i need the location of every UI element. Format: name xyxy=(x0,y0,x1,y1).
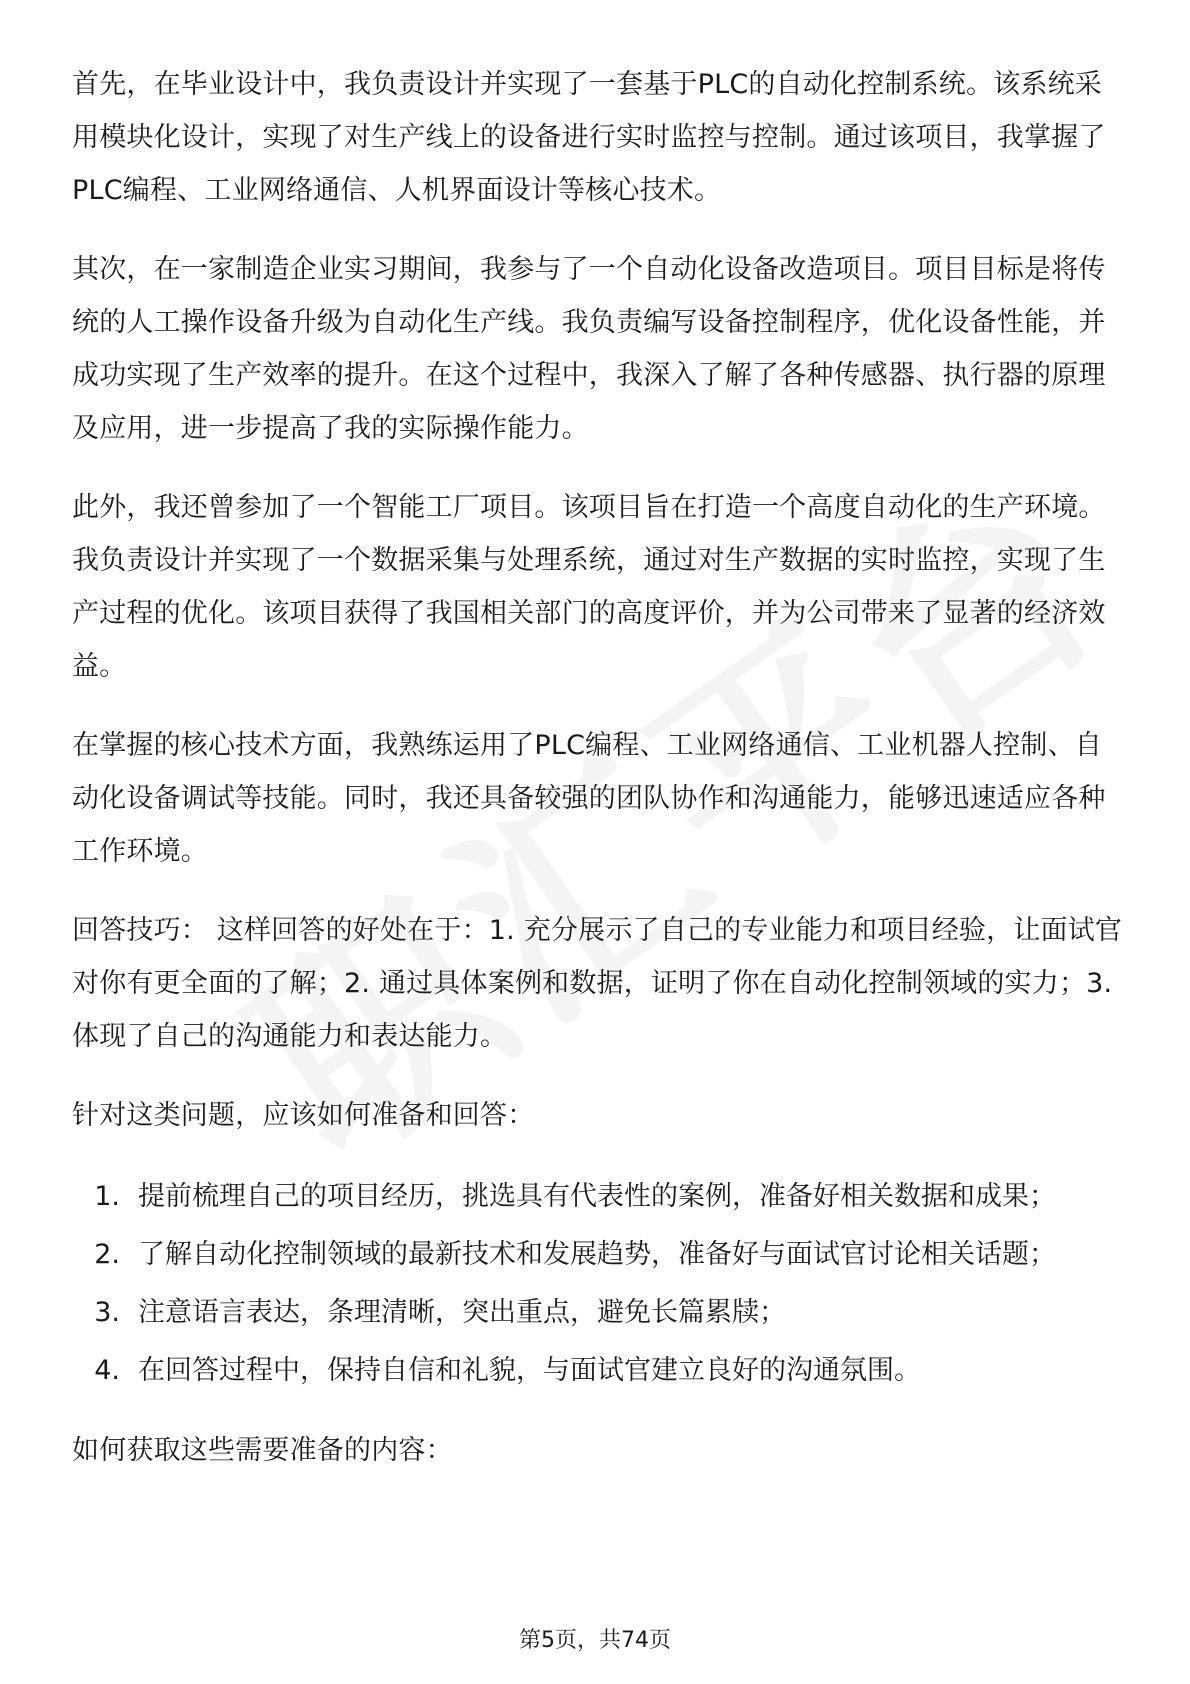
list-item-text: 在回答过程中，保持自信和礼貌，与面试官建立良好的沟通氛围。 xyxy=(138,1355,921,1386)
preparation-list xyxy=(72,1168,1124,1400)
list-item xyxy=(72,1168,1124,1226)
list-item-number: 3. xyxy=(94,1297,120,1328)
list-item xyxy=(72,1226,1124,1284)
paragraph-closing: 如何获取这些需要准备的内容： xyxy=(72,1435,453,1466)
list-item xyxy=(72,1284,1124,1342)
list-item-text: 了解自动化控制领域的最新技术和发展趋势，准备好与面试官讨论相关话题； xyxy=(138,1239,1056,1270)
paragraph-answer-tips: 回答技巧： 这样回答的好处在于：1. 充分展示了自己的专业能力和项目经验，让面试官对你有更全面的了解；2. 通过具体案例和数据，证明了你在自动化控制领域的实力；3. 体现了自己的沟通能力和表达能力。 xyxy=(72,915,1123,1052)
list-item-number: 1. xyxy=(94,1181,120,1212)
paragraph-preparation-intro: 针对这类问题，应该如何准备和回答： xyxy=(72,1100,535,1131)
list-item-number: 2. xyxy=(94,1239,120,1270)
page-footer: 第5页，共74页 xyxy=(519,1628,671,1653)
list-item-text: 提前梳理自己的项目经历，挑选具有代表性的案例，准备好相关数据和成果； xyxy=(138,1181,1056,1212)
paragraph-core-skills: 在掌握的核心技术方面，我熟练运用了PLC编程、工业网络通信、工业机器人控制、自动化设备调试等技能。同时，我还具备较强的团队协作和沟通能力，能够迅速适应各种工作环境。 xyxy=(72,730,1106,867)
document-body xyxy=(72,58,1124,1477)
paragraph-smart-factory: 此外，我还曾参加了一个智能工厂项目。该项目旨在打造一个高度自动化的生产环境。我负责设计并实现了一个数据采集与处理系统，通过对生产数据的实时监控，实现了生产过程的优化。该项目获得了我国相关部门的高度评价，并为公司带来了显著的经济效益。 xyxy=(72,492,1106,682)
list-item-text: 注意语言表达，条理清晰，突出重点，避免长篇累牍； xyxy=(138,1297,786,1328)
list-item xyxy=(72,1342,1124,1400)
list-item-number: 4. xyxy=(94,1355,120,1386)
paragraph-internship: 其次，在一家制造企业实习期间，我参与了一个自动化设备改造项目。项目目标是将传统的人工操作设备升级为自动化生产线。我负责编写设备控制程序，优化设备性能，并成功实现了生产效率的提升。在这个过程中，我深入了解了各种传感器、执行器的原理及应用，进一步提高了我的实际操作能力。 xyxy=(72,254,1106,444)
paragraph-graduation-project: 首先，在毕业设计中，我负责设计并实现了一套基于PLC的自动化控制系统。该系统采用模块化设计，实现了对生产线上的设备进行实时监控与控制。通过该项目，我掌握了PLC编程、工业网络通信、人机界面设计等核心技术。 xyxy=(72,69,1106,206)
